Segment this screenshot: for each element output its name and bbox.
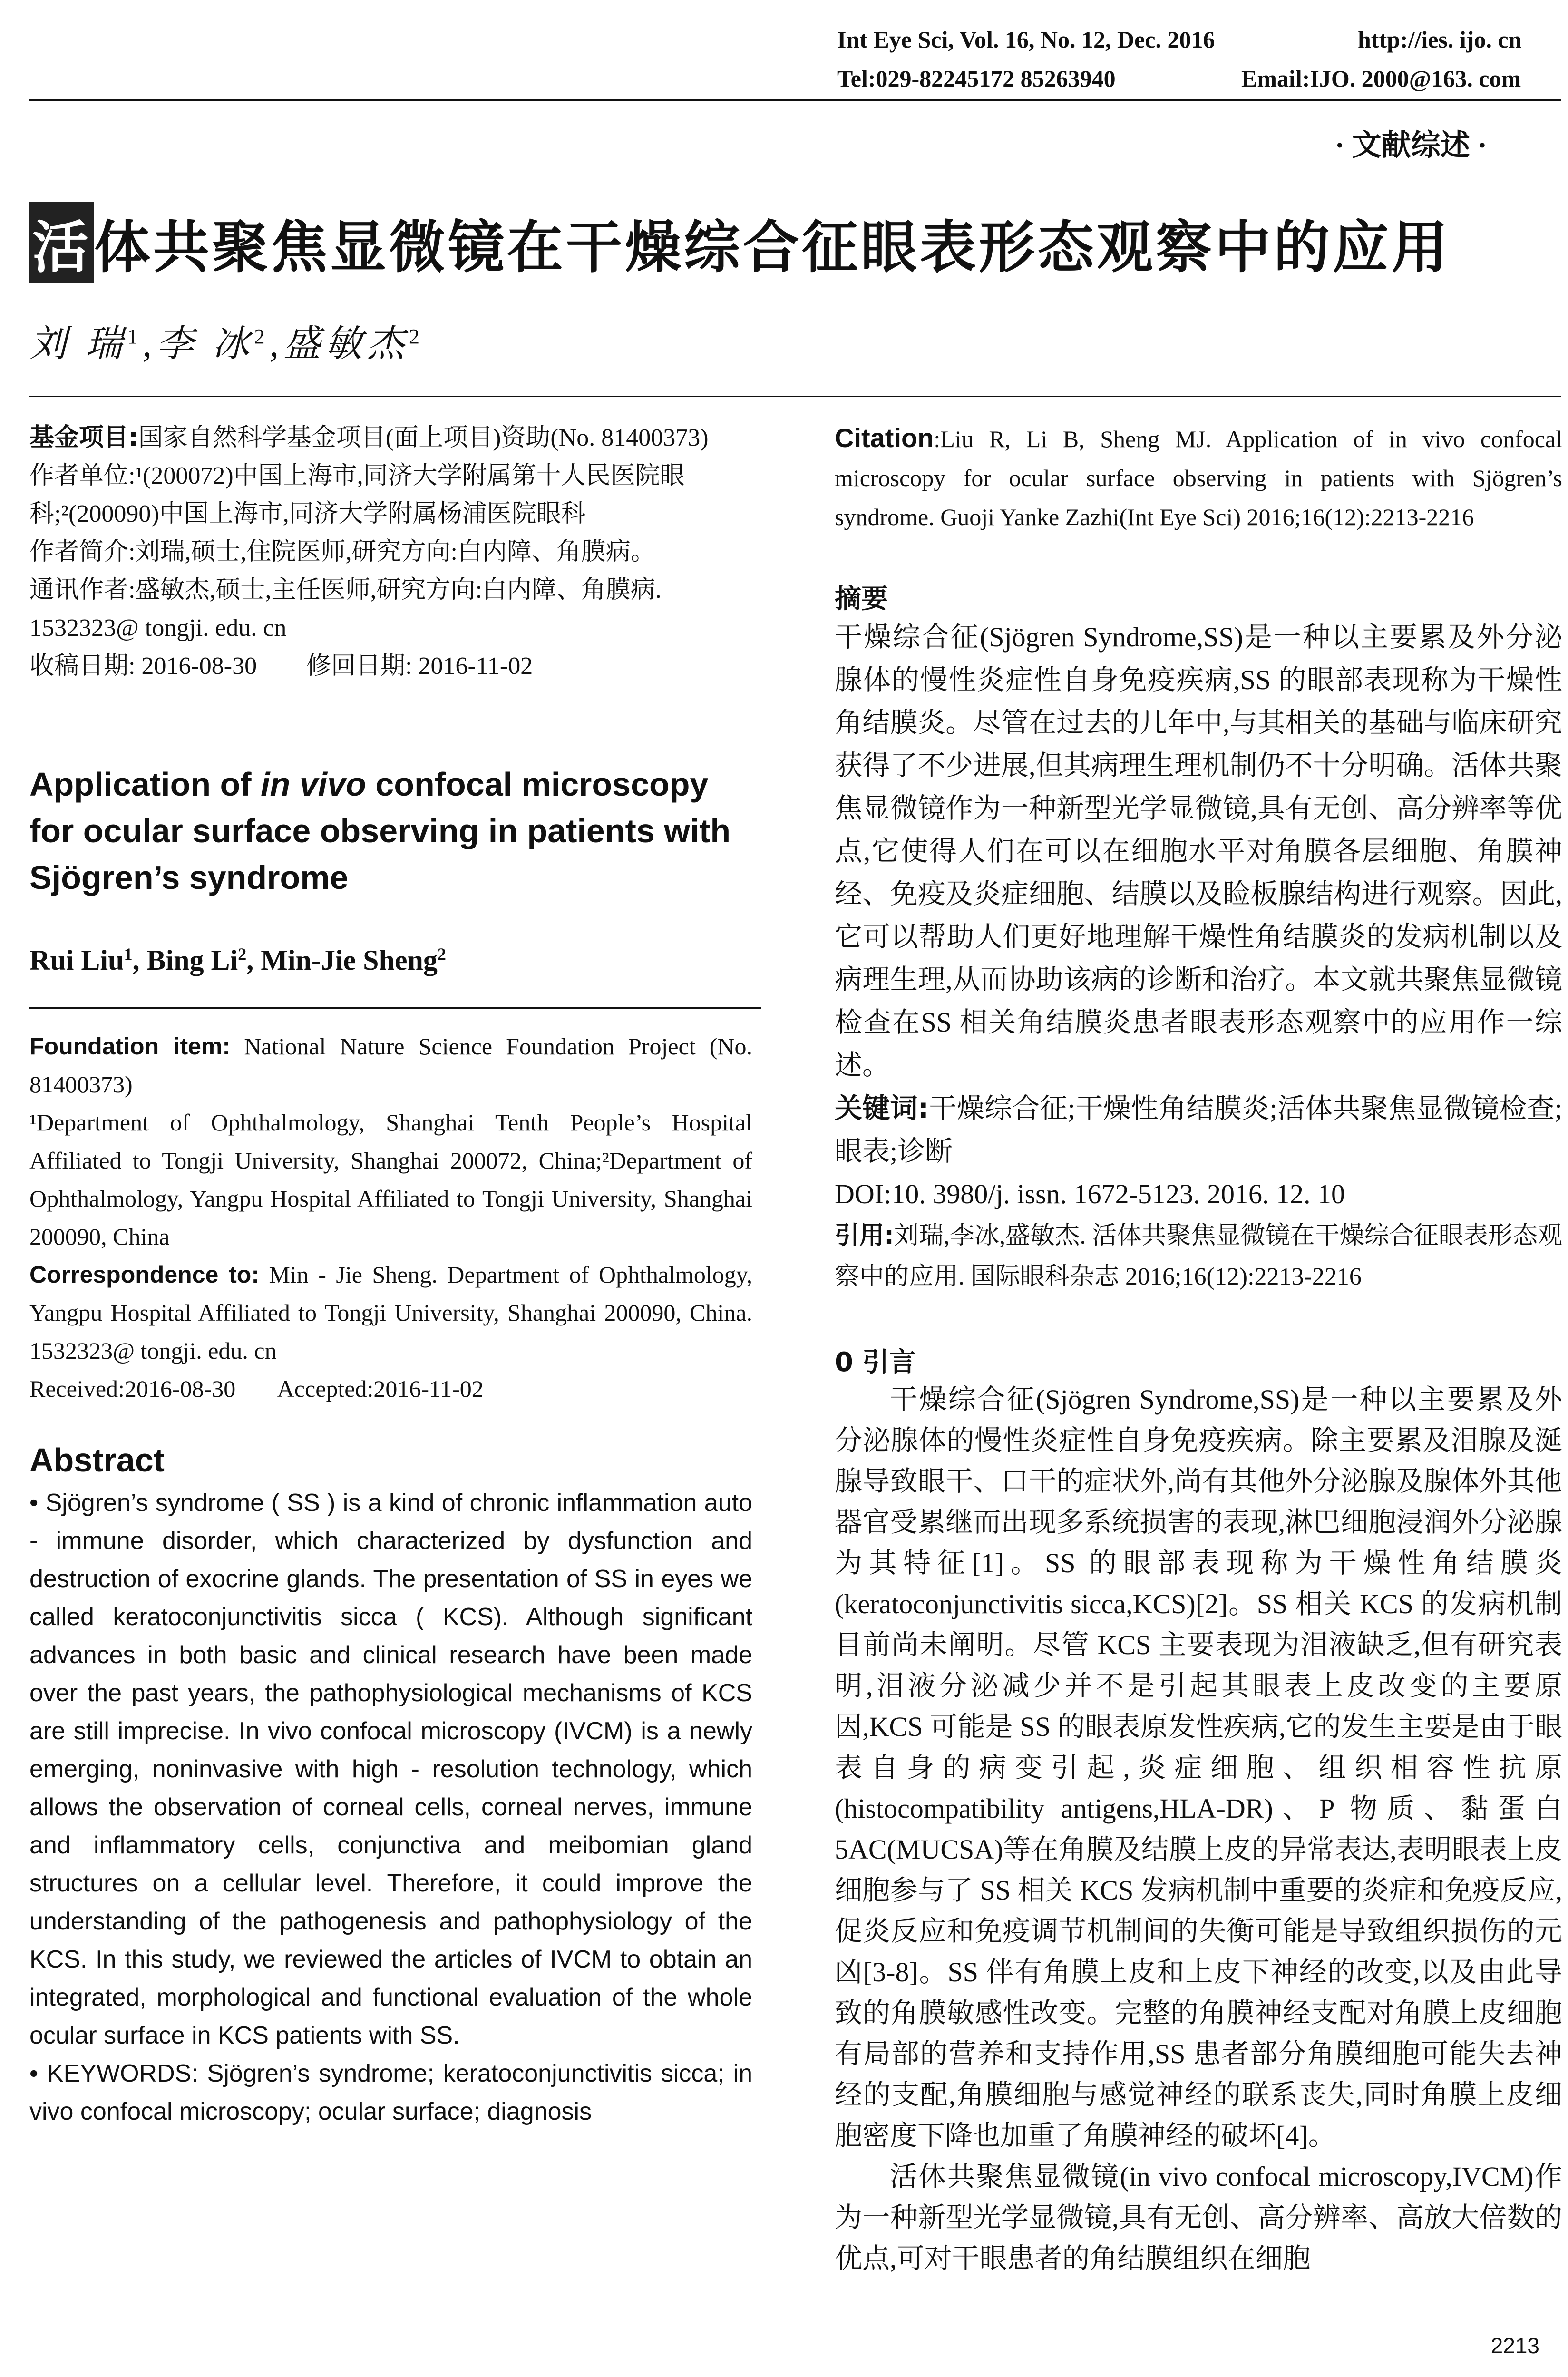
en-author: Min-Jie Sheng: [261, 945, 438, 976]
foundation-text: National Nature Science Foundation Project (No. 81400373): [29, 1033, 752, 1098]
en-title-b: confocal microscopy for ocular surface observing in patients with Sjögren’s syndrome: [29, 766, 731, 896]
citation-label: Citation: [835, 423, 934, 453]
doi: DOI:10. 3980/j. issn. 1672-5123. 2016. 12. 10: [835, 1179, 1345, 1209]
en-author: Bing Li: [146, 945, 238, 976]
citation-text: :Liu R, Li B, Sheng MJ. Application of in vivo confocal microscopy for ocular surface observing in patients with Sjögren’s syndrome. Guoji Yanke Zazhi(Int Eye Sci) 2016;16(12):2213-2216: [835, 426, 1562, 530]
fund-text: 国家自然科学基金项目(面上项目)资助(No. 81400373): [138, 424, 709, 451]
en-author-sup: 2: [437, 945, 446, 964]
journal-line: Int Eye Sci, Vol. 16, No. 12, Dec. 2016: [837, 26, 1215, 53]
authors-cn: 刘 瑞$^1$,李 冰$^2$,盛敏杰$^2$: [29, 323, 425, 364]
fund-label: 基金项目:: [29, 423, 138, 452]
citation-cn: [835, 1215, 1562, 1297]
en-title-a: Application of: [29, 766, 261, 803]
author-bio: 作者简介:刘瑞,硕士,住院医师,研究方向:白内障、角膜病。: [29, 538, 655, 565]
fund-item: [29, 419, 752, 457]
received-en: Received:2016-08-30: [29, 1375, 236, 1402]
keywords-cn: [835, 1087, 1562, 1173]
intro-paragraph: 活体共聚焦显微镜(in vivo confocal microscopy,IVCM)作为一种新型光学显微镜,具有无创、高分辨率、高放大倍数的优点,可对干眼患者的角结膜组织在细胞: [835, 2161, 1562, 2274]
corr-text: Min - Jie Sheng. Department of Ophthalmology, Yangpu Hospital Affiliated to Tongji University, Shanghai 200090, China. 1532323@ tongji. edu. cn: [29, 1261, 752, 1364]
english-title: [29, 761, 752, 901]
page-title: [29, 202, 1451, 283]
title-rest: 体共聚焦显微镜在干燥综合征眼表形态观察中的应用: [94, 214, 1451, 280]
en-title-italic: in vivo: [261, 766, 366, 803]
intro-body: [835, 1379, 1562, 2279]
header-rule: [29, 99, 1561, 101]
affiliation-cn: 作者单位:¹(200072)中国上海市,同济大学附属第十人民医院眼科;²(200090)中国上海市,同济大学附属杨浦医院眼科: [29, 462, 685, 527]
correspondence-cn: 通讯作者:盛敏杰,硕士,主任医师,研究方向:白内障、角膜病. 1532323@ tongji. edu. cn: [29, 576, 662, 642]
english-authors: Rui Liu$^1$, Bing Li$^2$, Min-Jie Sheng$^2$: [29, 945, 446, 976]
intro-paragraph: 干燥综合征(Sjögren Syndrome,SS)是一种以主要累及外分泌腺体的慢性炎症性自身免疫疾病。除主要累及泪腺及涎腺导致眼干、口干的症状外,尚有其他外分泌腺及腺体外其他器官受累继而出现多系统损害的表现,淋巴细胞浸润外分泌腺为其特征[1]。SS 的眼部表现称为干燥性角结膜炎(keratoconjunctivitis sicca,KCS)[2]。SS 相关 KCS 的发病机制目前尚未阐明。尽管 KCS 主要表现为泪液缺乏,但有研究表明,泪液分泌减少并不是引起其眼表上皮改变的主要原因,KCS 可能是 SS 的眼表原发性疾病,它的发生主要是由于眼表自身的病变引起,炎症细胞、组织相容性抗原(histocompatibility antigens,HLA-DR)、P 物质、黏蛋白 5AC(MUCSA)等在角膜及结膜上皮的异常表达,表明眼表上皮细胞参与了 SS 相关 KCS 发病机制中重要的炎症和免疫反应,促炎反应和免疫调节机制间的失衡可能是导致组织损伤的元凶[3-8]。SS 伴有角膜上皮和上皮下神经的改变,以及由此导致的角膜敏感性改变。完整的角膜神经支配对角膜上皮细胞有局部的营养和支持作用,SS 患者部分角膜细胞可能失去神经的支配,角膜细胞与感觉神经的联系丧失,同时角膜上皮细胞密度下降也加重了角膜神经的破坏[4]。: [835, 1384, 1563, 2151]
dates-cn: [29, 647, 752, 685]
journal-url: http://ies. ijo. cn: [1358, 26, 1522, 53]
affiliation-en: ¹Department of Ophthalmology, Shanghai Tenth People’s Hospital Affiliated to Tongji University, Shanghai 200072, China;²Department of Ophthalmology, Yangpu Hospital Affiliated to Tongji University, Shanghai 200090, China: [29, 1109, 752, 1250]
abstract-body-en: [29, 1484, 752, 2131]
journal-email: Email:IJO. 2000@163. com: [1241, 65, 1521, 92]
title-rule: [29, 396, 1561, 397]
abstract-cn-text: 干燥综合征(Sjögren Syndrome,SS)是一种以主要累及外分泌腺体的慢性炎症性自身免疫疾病,SS 的眼部表现称为干燥性角结膜炎。尽管在过去的几年中,与其相关的基础与临床研究获得了不少进展,但其病理生理机制仍不十分明确。活体共聚焦显微镜作为一种新型光学显微镜,具有无创、高分辨率等优点,它使得人们在可以在细胞水平对角膜各层细胞、角膜神经、免疫及炎症细胞、结膜以及睑板腺结构进行观察。因此,它可以帮助人们更好地理解干燥性角结膜炎的发病机制以及病理生理,从而协助该病的诊断和治疗。本文就共聚焦显微镜检查在SS 相关角结膜炎患者眼表形态观察中的应用作一综述。: [835, 622, 1562, 1081]
author-sup: 1: [127, 325, 143, 348]
received-cn: 收稿日期: 2016-08-30: [29, 653, 257, 680]
foundation-en: [29, 1027, 752, 1103]
abstract-cn-heading: 摘要: [835, 584, 888, 614]
en-author: Rui Liu: [29, 945, 124, 976]
author-sup: 2: [254, 325, 270, 348]
citation-cn-label: 引用:: [835, 1221, 894, 1250]
left-rule: [29, 1007, 761, 1009]
correspondence-en: [29, 1256, 752, 1370]
citation-cn-text: 刘瑞,李冰,盛敏杰. 活体共聚焦显微镜在干燥综合征眼表形态观察中的应用. 国际眼科杂志 2016;16(12):2213-2216: [835, 1222, 1562, 1290]
author-cn: 刘 瑞: [29, 323, 127, 364]
dates-en: [29, 1370, 752, 1408]
abstract-heading: Abstract: [29, 1442, 165, 1479]
accepted-en: Accepted:2016-11-02: [277, 1375, 484, 1402]
abstract-text: • Sjögren’s syndrome ( SS ) is a kind of chronic inflammation auto - immune disorder, which characterized by dysfunction and destruction of exocrine glands. The presentation of SS in eyes we called keratoconjunctivitis sicca ( KCS). Although significant advances in both basic and clinical research have been made over the past years, the pathophysiological mechanisms of KCS are still imprecise. In vivo confocal microscopy (IVCM) is a newly emerging, noninvasive with high - resolution technology, which allows the observation of corneal cells, corneal nerves, immune and inflammatory cells, conjunctiva and meibomian gland structures on a cellular level. Therefore, it could improve the understanding of the pathogenesis and pathophysiology of the KCS. In this study, we reviewed the articles of IVCM to obtain an integrated, morphological and functional evaluation of the whole ocular surface in KCS patients with SS.: [29, 1489, 752, 2049]
meta-cn: [29, 419, 752, 685]
english-meta: [29, 1027, 752, 1408]
author-sup: 2: [409, 325, 425, 348]
abstract-cn: [835, 616, 1562, 1216]
en-author-sup: 1: [124, 945, 133, 964]
keywords-cn-label: 关键词:: [835, 1092, 929, 1124]
keywords-cn-text: 干燥综合征;干燥性角结膜炎;活体共聚焦显微镜检查;眼表;诊断: [835, 1093, 1562, 1167]
corr-label: Correspondence to:: [29, 1261, 259, 1288]
author-cn: 李 冰: [156, 323, 254, 364]
page-number: 2213: [1490, 2333, 1539, 2358]
en-author-sup: 2: [238, 945, 247, 964]
section-tag: · 文献综述 ·: [1334, 129, 1487, 162]
citation-en: [835, 419, 1562, 536]
foundation-label: Foundation item:: [29, 1033, 231, 1060]
intro-heading: 0 引言: [835, 1347, 916, 1378]
title-first-char: 活: [29, 202, 94, 283]
keywords-en: • KEYWORDS: Sjögren’s syndrome; keratoconjunctivitis sicca; in vivo confocal microscopy; ocular surface; diagnosis: [29, 2060, 752, 2125]
revised-cn: 修回日期: 2016-11-02: [306, 653, 533, 680]
journal-tel: Tel:029-82245172 85263940: [837, 65, 1116, 92]
author-cn: 盛敏杰: [283, 323, 409, 364]
